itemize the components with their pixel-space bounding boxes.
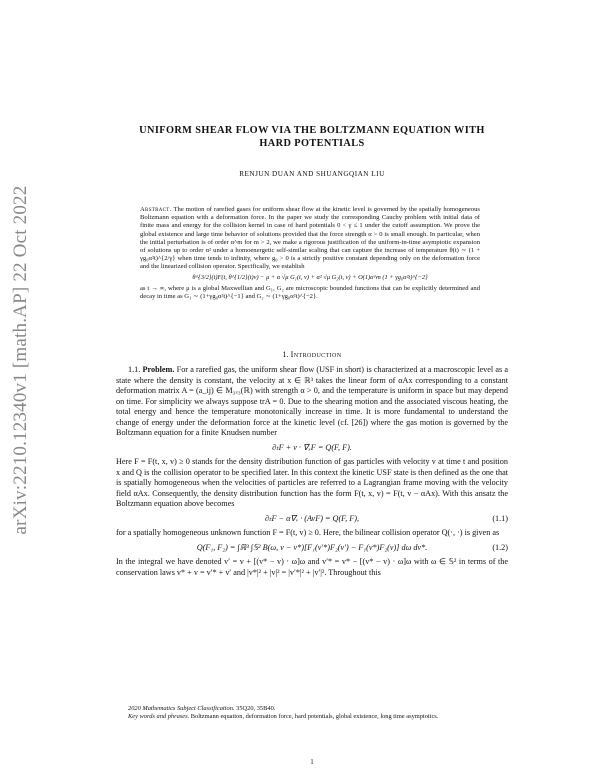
arxiv-identifier: arXiv:2210.12340v1 [math.AP] 22 Oct 2022 [10, 185, 31, 535]
paragraph: Here F = F(t, x, v) ≥ 0 stands for the density distribution function of gas particles with velocity v at time t and position x and Q is the collision operator to be specified later. In this context the kinetic USF state is then defined as the one that is spatially homogeneous when the velocities of particles are referred to a Lagrangian frame moving with the velocity field αAx. Consequently, the density distribution function has the form F(t, x, v) = F(t, v − αAx). With this ansatz the Boltzmann equation above becomes [116, 457, 508, 508]
abstract-label: Abstract. [140, 206, 172, 213]
abstract-tail: as t → ∞, where μ is a global Maxwellian and G₁, G₂ are microscopic bounded functions that can be explicitly determined and decay in time as G₁ ∼ (1+γg₀α²t)^{−1} and G₂ ∼ (1+γg₀α²t)^{−2}. [140, 284, 480, 301]
paragraph: for a spatially homogeneous unknown function F = F(t, v) ≥ 0. Here, the bilinear collision operator Q(·, ·) is given as [116, 528, 500, 537]
page-number: 1 [310, 758, 314, 766]
equation-1-1: ∂ₜF − α∇ᵥ · (AvF) = Q(F, F), (1.1) [265, 513, 508, 523]
abstract [140, 206, 480, 301]
paper-title: UNIFORM SHEAR FLOW VIA THE BOLTZMANN EQUATION WITH HARD POTENTIALS [139, 125, 485, 149]
abstract-equation: θ^{3/2}(t)F(t, θ^{1/2}(t)v) − μ + α √μ G₁(t, v) + α² √μ G₂(t, v) + O(1)α^m (1 + γg₀α²t)^{−2} [192, 273, 428, 281]
body-text [116, 365, 508, 578]
abstract-text: The motion of rarefied gases for uniform shear flow at the kinetic level is governed by the spatially homogeneous Boltzmann equation with a deformation force. In the paper we study the corresponding Cauchy problem with initial data of finite mass and energy for the collision kernel in case of hard potentials 0 < γ ≤ 1 under the cutoff assumption. We prove the global existence and large time behavior of solutions provided that the force strength α > 0 is small enough. In particular, when the initial perturbation is of order α^m for m > 2, we make a rigorous justification of the uniform-in-time asymptotic expansion of solutions up to order α² under a homoenergetic self-similar scaling that can capture the increase of temperature θ(t) ∼ (1 + γg₀α²t)^{2/γ} when time tends to infinity, where g₀ > 0 is a strictly positive constant depending only on the deformation force and the linearized collision operator. Specifically, we establish [140, 206, 480, 271]
paragraph: 1.1. Problem. For a rarefied gas, the uniform shear flow (USF in short) is characterized at a macroscopic level as a state where the density is constant, the velocity at x ∈ ℝ³ takes the linear form of αAx corresponding to a constant deformation matrix A = (a_ij) ∈ M₃ₓ₃(ℝ) with strength α > 0, and the temperature is uniform in space but may depend on time. For simplicity we always suppose trA = 0. Due to the shearing motion and the associated viscous heating, the total energy and hence the temperature monotonically increase in time. It is more fundamental to understand the change of energy under the deformation force at the kinetic level (cf. [26]) where the gas motion is governed by the Boltzmann equation for a finite Knudsen number [116, 365, 509, 437]
equation-boltzmann: ∂ₜF + v · ∇ₓF = Q(F, F). [272, 442, 352, 452]
authors: RENJUN DUAN AND SHUANGQIAN LIU [239, 170, 385, 178]
equation-1-2: Q(F₁, F₂) = ∫ℝ³ ∫𝕊² B(ω, v − v*)[F₁(v′*)F₂(v′) − F₁(v*)F₂(v)] dω dv*. (1.2) [196, 542, 508, 552]
equation-number: (1.1) [492, 513, 508, 523]
section-heading: 1. Introduction [282, 350, 342, 359]
paragraph: In the integral we have denoted v′ = v + [(v* − v) · ω]ω and v′* = v* − [(v* − v) · ω]ω with ω ∈ 𝕊² in terms of the conservation laws v* + v = v′* + v′ and |v*|² + |v|² = |v′*|² + |v′|². Throughout this [116, 557, 508, 577]
equation-number: (1.2) [492, 542, 508, 552]
footnotes: 2020 Mathematics Subject Classification. 35Q20, 35B40. Key words and phrases. Boltzmann equation, deformation force, hard potentials, global existence, long time asymptotics. [128, 705, 439, 720]
